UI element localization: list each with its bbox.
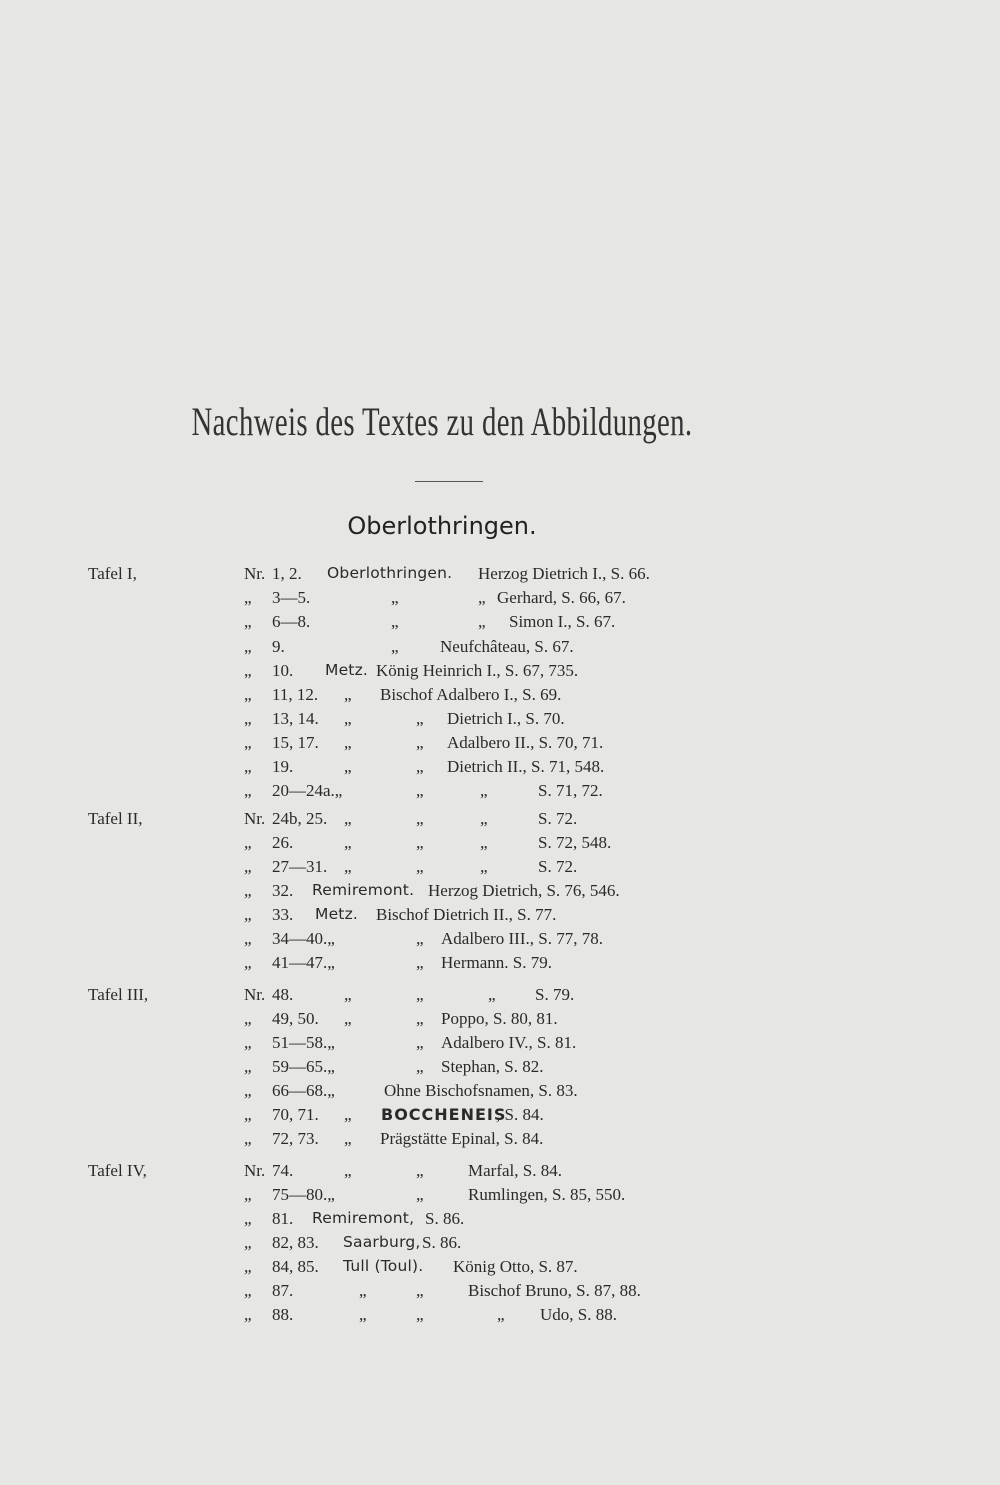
- number-prefix: „: [244, 833, 252, 852]
- number-prefix: „: [244, 905, 252, 924]
- figure-number: 33.: [272, 905, 294, 924]
- ditto-mark: „: [416, 985, 424, 1004]
- issuer-reference: Bischof Bruno, S. 87, 88.: [468, 1281, 641, 1300]
- figure-number: 15, 17.: [272, 733, 319, 752]
- ditto-mark: „: [344, 1105, 352, 1124]
- ditto-mark: „: [344, 1161, 352, 1180]
- ditto-mark: „: [416, 1185, 424, 1204]
- ditto-mark: „: [416, 809, 424, 828]
- number-prefix: „: [244, 1033, 252, 1052]
- number-prefix: „: [244, 1257, 252, 1276]
- mint-place: Remiremont.: [312, 881, 415, 899]
- figure-number: 82, 83.: [272, 1233, 319, 1252]
- figure-number: 59—65.„: [272, 1057, 335, 1076]
- number-prefix: „: [244, 1129, 252, 1148]
- ditto-mark: „: [416, 733, 424, 752]
- ditto-mark: „: [344, 733, 352, 752]
- issuer-reference: S. 72.: [538, 809, 578, 828]
- ditto-mark: „: [391, 637, 399, 656]
- issuer-reference: S. 71, 72.: [538, 781, 603, 800]
- title-divider: [415, 481, 483, 482]
- issuer-reference: Adalbero II., S. 70, 71.: [447, 733, 604, 752]
- mint-place: Oberlothringen.: [327, 564, 453, 582]
- ditto-mark: „: [416, 757, 424, 776]
- mint-place: Saarburg,: [343, 1233, 421, 1251]
- issuer-reference: Rumlingen, S. 85, 550.: [468, 1185, 626, 1204]
- ditto-mark: „: [416, 833, 424, 852]
- number-prefix: „: [244, 661, 252, 680]
- issuer-reference: Bischof Dietrich II., S. 77.: [376, 905, 557, 924]
- issuer-reference: S. 72.: [538, 857, 578, 876]
- ditto-mark: „: [497, 1305, 505, 1324]
- ditto-mark: „: [416, 1281, 424, 1300]
- ditto-mark: „: [344, 757, 352, 776]
- ditto-mark: „: [416, 857, 424, 876]
- mint-place: Metz.: [315, 905, 359, 923]
- ditto-mark: „: [344, 809, 352, 828]
- number-prefix: „: [244, 781, 252, 800]
- issuer-reference: Poppo, S. 80, 81.: [441, 1009, 558, 1028]
- figure-number: 27—31.: [272, 857, 328, 876]
- plate-label: Tafel IV,: [88, 1161, 147, 1180]
- ditto-mark: „: [344, 1129, 352, 1148]
- ditto-mark: „: [416, 1009, 424, 1028]
- issuer-reference: Herzog Dietrich I., S. 66.: [478, 564, 650, 583]
- figure-number: 51—58.„: [272, 1033, 335, 1052]
- ditto-mark: „: [416, 953, 424, 972]
- ditto-mark: „: [478, 588, 486, 607]
- mint-place: Tull (Toul).: [343, 1257, 424, 1275]
- number-prefix: „: [244, 709, 252, 728]
- figure-number: 20—24a.„: [272, 781, 343, 800]
- issuer-reference: Marfal, S. 84.: [468, 1161, 562, 1180]
- number-prefix: „: [244, 757, 252, 776]
- number-prefix: „: [244, 1009, 252, 1028]
- number-prefix: „: [244, 637, 252, 656]
- ditto-mark: „: [416, 1161, 424, 1180]
- figure-number: 84, 85.: [272, 1257, 319, 1276]
- plate-label: Tafel II,: [88, 809, 143, 828]
- figure-number: 9.: [272, 637, 285, 656]
- mint-place: Metz.: [325, 661, 369, 679]
- ditto-mark: „: [480, 781, 488, 800]
- issuer-reference: S. 86.: [425, 1209, 465, 1228]
- ditto-mark: „: [480, 809, 488, 828]
- issuer-reference: Stephan, S. 82.: [441, 1057, 544, 1076]
- figure-number: 1, 2.: [272, 564, 302, 583]
- number-prefix: „: [244, 1233, 252, 1252]
- figure-number: 81.: [272, 1209, 294, 1228]
- number-prefix: „: [244, 588, 252, 607]
- issuer-reference: Adalbero III., S. 77, 78.: [441, 929, 603, 948]
- issuer-reference: Prägstätte Epinal, S. 84.: [380, 1129, 544, 1148]
- figure-number: 48.: [272, 985, 294, 1004]
- figure-number: 34—40.„: [272, 929, 335, 948]
- figure-number: 11, 12.: [272, 685, 319, 704]
- figure-number: 41—47.„: [272, 953, 335, 972]
- ditto-mark: „: [391, 588, 399, 607]
- issuer-reference: Bischof Adalbero I., S. 69.: [380, 685, 562, 704]
- number-prefix: „: [244, 1185, 252, 1204]
- ditto-mark: „: [416, 709, 424, 728]
- figure-number: 10.: [272, 661, 294, 680]
- number-prefix: „: [244, 1209, 252, 1228]
- number-prefix: Nr.: [244, 564, 266, 583]
- number-prefix: „: [244, 1105, 252, 1124]
- page-title: Nachweis des Textes zu den Abbildungen.: [191, 399, 693, 444]
- figure-number: 32.: [272, 881, 294, 900]
- ditto-mark: „: [344, 985, 352, 1004]
- ditto-mark: „: [416, 1033, 424, 1052]
- figure-number: 74.: [272, 1161, 294, 1180]
- figure-number: 6—8.: [272, 612, 311, 631]
- plate-label: Tafel I,: [88, 564, 137, 583]
- issuer-reference: König Otto, S. 87.: [453, 1257, 578, 1276]
- ditto-mark: „: [478, 612, 486, 631]
- issuer-reference: Dietrich II., S. 71, 548.: [447, 757, 605, 776]
- figure-number: 13, 14.: [272, 709, 319, 728]
- number-prefix: Nr.: [244, 1161, 266, 1180]
- number-prefix: „: [244, 953, 252, 972]
- number-prefix: Nr.: [244, 985, 266, 1004]
- figure-number: 24b, 25.: [272, 809, 328, 828]
- ditto-mark: „: [488, 985, 496, 1004]
- number-prefix: „: [244, 1281, 252, 1300]
- figure-number: 49, 50.: [272, 1009, 319, 1028]
- number-prefix: „: [244, 857, 252, 876]
- number-prefix: „: [244, 929, 252, 948]
- ditto-mark: „: [344, 709, 352, 728]
- number-prefix: „: [244, 1305, 252, 1324]
- ditto-mark: „: [359, 1281, 367, 1300]
- plate-label: Tafel III,: [88, 985, 149, 1004]
- coin-legend: BOCCHENEIS: [381, 1105, 507, 1124]
- ditto-mark: „: [416, 781, 424, 800]
- figure-number: 72, 73.: [272, 1129, 319, 1148]
- issuer-reference: S. 86.: [422, 1233, 462, 1252]
- issuer-reference: Gerhard, S. 66, 67.: [497, 588, 626, 607]
- figure-number: 88.: [272, 1305, 294, 1324]
- issuer-reference: S. 72, 548.: [538, 833, 612, 852]
- ditto-mark: „: [416, 1305, 424, 1324]
- figure-number: 19.: [272, 757, 294, 776]
- figure-number: 3—5.: [272, 588, 311, 607]
- figure-number: 26.: [272, 833, 294, 852]
- number-prefix: Nr.: [244, 809, 266, 828]
- number-prefix: „: [244, 733, 252, 752]
- ditto-mark: „: [480, 833, 488, 852]
- ditto-mark: „: [416, 1057, 424, 1076]
- issuer-reference: Adalbero IV., S. 81.: [441, 1033, 577, 1052]
- section-heading: Oberlothringen.: [347, 512, 537, 540]
- number-prefix: „: [244, 881, 252, 900]
- ditto-mark: „: [416, 929, 424, 948]
- issuer-reference: Neufchâteau, S. 67.: [440, 637, 574, 656]
- figure-number: 66—68.„: [272, 1081, 335, 1100]
- ditto-mark: „: [391, 612, 399, 631]
- issuer-reference: Ohne Bischofsnamen, S. 83.: [384, 1081, 578, 1100]
- issuer-reference: S. 79.: [535, 985, 575, 1004]
- number-prefix: „: [244, 1081, 252, 1100]
- issuer-reference: Simon I., S. 67.: [509, 612, 616, 631]
- ditto-mark: „: [344, 857, 352, 876]
- ditto-mark: „: [359, 1305, 367, 1324]
- issuer-reference: Dietrich I., S. 70.: [447, 709, 565, 728]
- number-prefix: „: [244, 685, 252, 704]
- number-prefix: „: [244, 612, 252, 631]
- ditto-mark: „: [344, 685, 352, 704]
- ditto-mark: „: [344, 833, 352, 852]
- figure-number: 87.: [272, 1281, 294, 1300]
- figure-number: 75—80.„: [272, 1185, 335, 1204]
- issuer-reference: König Heinrich I., S. 67, 735.: [376, 661, 579, 680]
- issuer-reference: Udo, S. 88.: [540, 1305, 617, 1324]
- mint-place: Remiremont,: [312, 1209, 415, 1227]
- ditto-mark: „: [344, 1009, 352, 1028]
- number-prefix: „: [244, 1057, 252, 1076]
- issuer-reference: , S. 84.: [496, 1105, 544, 1124]
- issuer-reference: Hermann. S. 79.: [441, 953, 552, 972]
- issuer-reference: Herzog Dietrich, S. 76, 546.: [428, 881, 620, 900]
- ditto-mark: „: [480, 857, 488, 876]
- figure-number: 70, 71.: [272, 1105, 319, 1124]
